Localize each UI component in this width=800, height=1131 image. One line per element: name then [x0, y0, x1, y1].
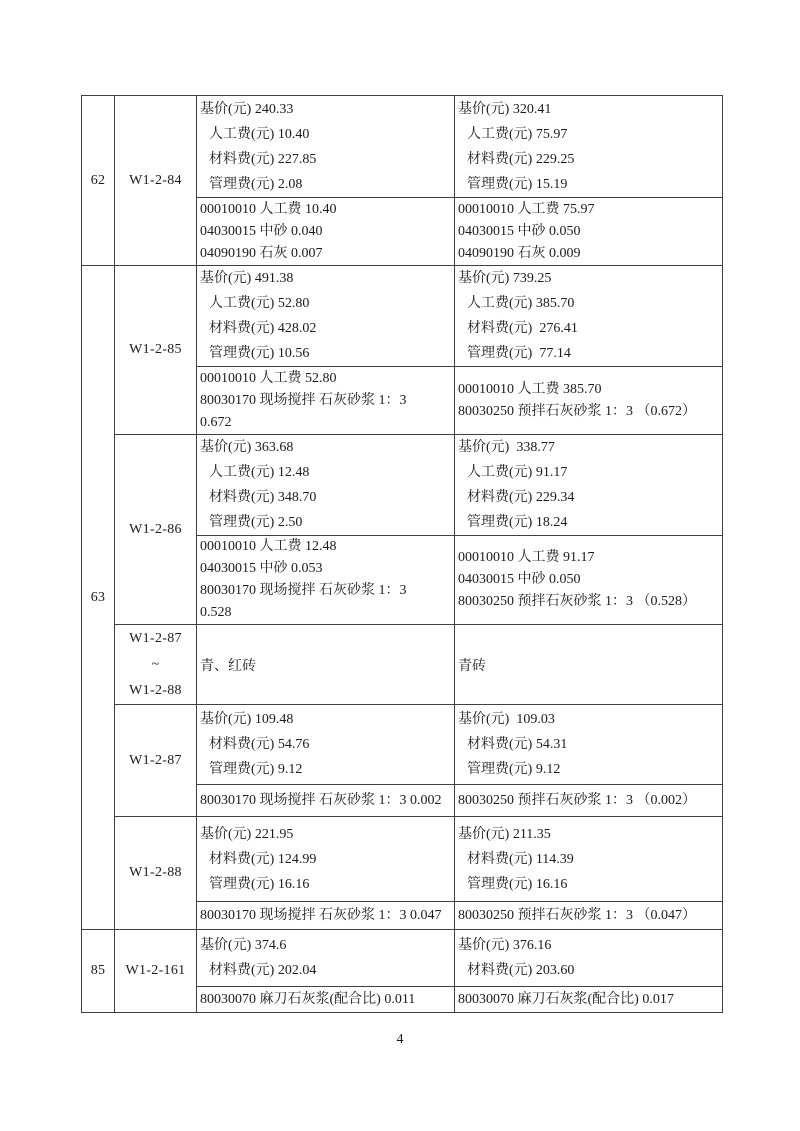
- price-left-w1-2-88: [197, 817, 455, 902]
- price-right-w1-2-87: [455, 705, 723, 785]
- row-no-63: 63: [82, 266, 115, 930]
- material-label-right: [455, 625, 723, 705]
- text-line: 80030070 麻刀石灰浆(配合比) 0.017: [458, 991, 674, 1007]
- code-range-w1-2-87-88: [115, 625, 197, 705]
- table-row: [82, 435, 723, 536]
- detail-right-w1-2-87: [455, 785, 723, 817]
- text-line: 管理费(元) 9.12: [209, 762, 303, 777]
- text-line: 管理费(元) 16.16: [467, 876, 568, 892]
- code-w1-2-87: W1-2-87: [115, 705, 197, 817]
- text-line: 基价(元) 211.35: [458, 826, 551, 842]
- text-line: 00010010 人工费 52.80: [200, 370, 337, 386]
- text-line: 80030070 麻刀石灰浆(配合比) 0.011: [200, 991, 416, 1007]
- text-line: 04030015 中砂 0.050: [458, 572, 581, 587]
- text-line: 基价(元) 109.03: [458, 712, 555, 727]
- code-w1-2-86: W1-2-86: [115, 435, 197, 625]
- code-w1-2-161: W1-2-161: [115, 930, 197, 1013]
- text-line: 04030015 中砂 0.040: [200, 223, 323, 239]
- text-line: 80030170 现场搅拌 石灰砂浆 1：3: [200, 392, 407, 408]
- text-line: 人工费(元) 52.80: [209, 296, 310, 311]
- code-w1-2-84: W1-2-84: [115, 96, 197, 266]
- text-line: 人工费(元) 91.17: [467, 465, 568, 480]
- text-line: 材料费(元) 203.60: [467, 963, 575, 978]
- text-line: 基价(元) 109.48: [200, 712, 294, 727]
- text-line: 管理费(元) 2.50: [209, 515, 303, 530]
- text-line: W1-2-88: [129, 682, 182, 698]
- detail-right-w1-2-86: [455, 536, 723, 625]
- text-line: 0.672: [200, 414, 232, 430]
- code-w1-2-85: W1-2-85: [115, 266, 197, 435]
- text-line: 04030015 中砂 0.050: [458, 223, 581, 239]
- price-left-w1-2-84: [197, 96, 455, 198]
- table-row: [82, 817, 723, 902]
- text-line: 基价(元) 374.6: [200, 938, 287, 953]
- page-number: 4: [396, 1032, 404, 1047]
- price-right-w1-2-86: [455, 435, 723, 536]
- price-right-w1-2-88: [455, 817, 723, 902]
- price-left-w1-2-87: [197, 705, 455, 785]
- text-line: 80030170 现场搅拌 石灰砂浆 1：3 0.002: [200, 792, 442, 808]
- text-line: 基价(元) 491.38: [200, 271, 294, 286]
- text-line: 04090190 石灰 0.009: [458, 245, 581, 261]
- text-line: 基价(元) 240.33: [200, 101, 294, 117]
- text-line: 材料费(元) 229.34: [467, 490, 575, 505]
- text-line: 人工费(元) 75.97: [467, 126, 568, 142]
- text-line: 材料费(元) 229.25: [467, 151, 575, 167]
- text-line: 基价(元) 338.77: [458, 440, 555, 455]
- detail-right-w1-2-84: [455, 198, 723, 266]
- text-line: 80030250 预拌石灰砂浆 1：3 （0.672）: [458, 403, 696, 419]
- price-right-w1-2-84: [455, 96, 723, 198]
- detail-left-w1-2-85: [197, 367, 455, 435]
- price-left-w1-2-161: [197, 930, 455, 987]
- text-line: 人工费(元) 12.48: [209, 465, 310, 480]
- text-line: 0.528: [200, 605, 232, 620]
- text-line: 管理费(元) 10.56: [209, 346, 310, 361]
- text-line: 80030170 现场搅拌 石灰砂浆 1：3 0.047: [200, 907, 442, 923]
- text-line: 人工费(元) 385.70: [467, 296, 575, 311]
- table-row: [82, 705, 723, 785]
- price-left-w1-2-85: [197, 266, 455, 367]
- text-line: 材料费(元) 124.99: [209, 851, 317, 867]
- text-line: 基价(元) 363.68: [200, 440, 294, 455]
- detail-left-w1-2-84: [197, 198, 455, 266]
- table-row: [82, 96, 723, 198]
- code-w1-2-88: W1-2-88: [115, 817, 197, 930]
- text-line: 材料费(元) 54.76: [209, 737, 310, 752]
- material-label-text: 青、红砖: [200, 658, 256, 674]
- price-right-w1-2-85: [455, 266, 723, 367]
- text-line: 80030250 预拌石灰砂浆 1：3 （0.002）: [458, 792, 696, 808]
- text-line: 材料费(元) 54.31: [467, 737, 568, 752]
- text-line: 基价(元) 221.95: [200, 826, 294, 842]
- text-line: 00010010 人工费 91.17: [458, 550, 595, 565]
- row-no-85: 85: [82, 930, 115, 1013]
- text-line: 管理费(元) 15.19: [467, 176, 568, 192]
- text-line: W1-2-87: [129, 630, 182, 646]
- detail-left-w1-2-161: [197, 987, 455, 1013]
- text-line: 材料费(元) 428.02: [209, 321, 317, 336]
- text-line: 材料费(元) 348.70: [209, 490, 317, 505]
- material-label-left: [197, 625, 455, 705]
- price-right-w1-2-161: [455, 930, 723, 987]
- row-no-62: 62: [82, 96, 115, 266]
- text-line: 管理费(元) 77.14: [467, 346, 571, 361]
- text-line: 材料费(元) 276.41: [467, 321, 578, 336]
- text-line: 基价(元) 739.25: [458, 271, 552, 286]
- text-line: 00010010 人工费 385.70: [458, 381, 602, 397]
- table-row: [82, 625, 723, 705]
- table-row: [82, 930, 723, 987]
- text-line: 基价(元) 320.41: [458, 101, 552, 117]
- table-row: [82, 266, 723, 367]
- text-line: 材料费(元) 227.85: [209, 151, 317, 167]
- detail-right-w1-2-88: [455, 902, 723, 930]
- text-line: 基价(元) 376.16: [458, 938, 552, 953]
- text-line: 材料费(元) 202.04: [209, 963, 317, 978]
- detail-left-w1-2-86: [197, 536, 455, 625]
- detail-left-w1-2-87: [197, 785, 455, 817]
- text-line: 80030170 现场搅拌 石灰砂浆 1：3: [200, 583, 407, 598]
- text-line: 管理费(元) 2.08: [209, 176, 303, 192]
- text-line: 管理费(元) 16.16: [209, 876, 310, 892]
- text-line: 04090190 石灰 0.007: [200, 245, 323, 261]
- text-line: 00010010 人工费 75.97: [458, 201, 595, 217]
- text-line: 00010010 人工费 10.40: [200, 201, 337, 217]
- quota-table: [81, 95, 723, 1013]
- text-line: 人工费(元) 10.40: [209, 126, 310, 142]
- detail-right-w1-2-85: [455, 367, 723, 435]
- text-line: 00010010 人工费 12.48: [200, 539, 337, 554]
- detail-left-w1-2-88: [197, 902, 455, 930]
- text-line: 80030250 预拌石灰砂浆 1：3 （0.528）: [458, 594, 696, 609]
- text-line: 04030015 中砂 0.053: [200, 561, 323, 576]
- text-line: ~: [151, 656, 160, 672]
- material-label-text: 青砖: [458, 658, 486, 674]
- price-left-w1-2-86: [197, 435, 455, 536]
- detail-right-w1-2-161: [455, 987, 723, 1013]
- text-line: 管理费(元) 9.12: [467, 762, 561, 777]
- text-line: 80030250 预拌石灰砂浆 1：3 （0.047）: [458, 907, 696, 923]
- text-line: 材料费(元) 114.39: [467, 851, 574, 867]
- text-line: 管理费(元) 18.24: [467, 515, 568, 530]
